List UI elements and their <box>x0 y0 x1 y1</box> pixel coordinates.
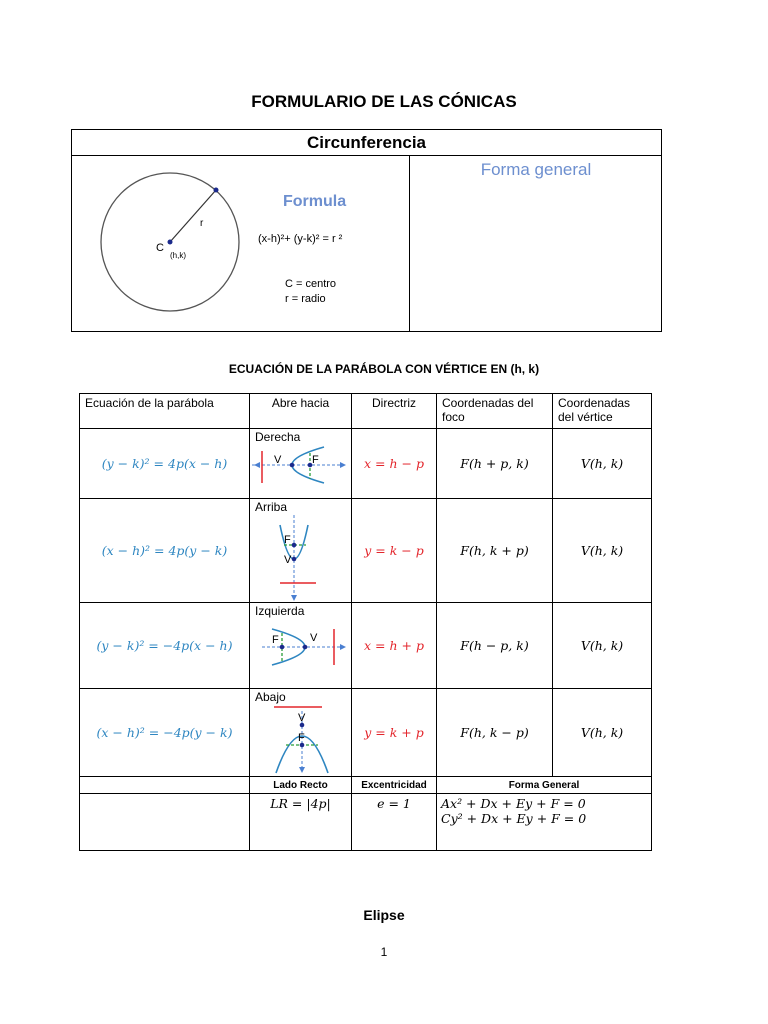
circle-divider <box>409 156 410 332</box>
opens-cell-arriba <box>250 499 352 603</box>
header-forma-general: Forma General <box>437 777 652 794</box>
header-excentricidad: Excentricidad <box>352 777 437 794</box>
opens-label: Arriba <box>255 500 288 514</box>
sketch-f-label: F <box>284 534 291 546</box>
directrix-derecha: x = h − p <box>352 429 437 499</box>
forma-general-eq-1: Ax² + Dx + Ey + F = 0 <box>441 796 586 811</box>
table-footer-header-row <box>80 777 652 794</box>
sketch-v-label: V <box>274 454 282 466</box>
parabola-up-sketch <box>250 513 350 603</box>
radius-line <box>170 190 216 242</box>
formula-text: (x-h)²+ (y-k)² = r ² <box>258 233 343 245</box>
parabola-table <box>79 393 652 851</box>
vertex-arriba: V(h, k) <box>553 499 652 603</box>
opens-label: Izquierda <box>255 604 305 618</box>
vertex-abajo: V(h, k) <box>553 689 652 777</box>
header-vertice: Coordenadas del vértice <box>553 394 652 429</box>
equation-arriba: (x − h)² = 4p(y − k) <box>80 499 250 603</box>
header-ecuacion: Ecuación de la parábola <box>80 394 250 429</box>
opens-label: Derecha <box>255 430 301 444</box>
directrix-arriba: y = k − p <box>352 499 437 603</box>
focus-abajo: F(h, k − p) <box>437 689 553 777</box>
header-directriz: Directriz <box>352 394 437 429</box>
table-row <box>80 499 652 603</box>
empty-cell <box>80 777 250 794</box>
sketch-f-label: F <box>272 634 279 646</box>
excentricidad-value: e = 1 <box>352 794 437 851</box>
equation-abajo: (x − h)² = −4p(y − k) <box>80 689 250 777</box>
center-coords: (h,k) <box>170 251 186 260</box>
focus-izquierda: F(h − p, k) <box>437 603 553 689</box>
directrix-izquierda: x = h + p <box>352 603 437 689</box>
opens-cell-izquierda <box>250 603 352 689</box>
formula-title: Formula <box>283 193 347 210</box>
edge-dot <box>214 188 219 193</box>
section-title-elipse: Elipse <box>363 907 405 923</box>
directrix-abajo: y = k + p <box>352 689 437 777</box>
page-title: FORMULARIO DE LAS CÓNICAS <box>251 92 517 111</box>
header-lado-recto: Lado Recto <box>250 777 352 794</box>
header-foco: Coordenadas del foco <box>437 394 553 429</box>
table-row <box>80 429 652 499</box>
sketch-f-label: F <box>312 454 319 466</box>
equation-izquierda: (y − k)² = −4p(x − h) <box>80 603 250 689</box>
forma-general-values <box>437 794 652 851</box>
sketch-v-label: V <box>298 712 306 724</box>
lado-recto-value: LR = |4p| <box>250 794 352 851</box>
empty-cell <box>80 794 250 851</box>
center-dot <box>168 240 173 245</box>
opens-cell-abajo <box>250 689 352 777</box>
focus-arriba: F(h, k + p) <box>437 499 553 603</box>
table-footer-values-row <box>80 794 652 851</box>
parabola-left-sketch <box>250 617 350 687</box>
focus-derecha: F(h + p, k) <box>437 429 553 499</box>
parabola-right-sketch <box>250 443 350 499</box>
vertex-izquierda: V(h, k) <box>553 603 652 689</box>
circle-table <box>71 129 662 332</box>
opens-cell-derecha <box>250 429 352 499</box>
opens-label: Abajo <box>255 690 286 704</box>
forma-general-eq-2: Cy² + Dx + Ey + F = 0 <box>441 811 587 826</box>
legend-centro: C = centro <box>285 278 337 290</box>
circle-header: Circunferencia <box>72 130 661 156</box>
table-header-row <box>80 394 652 429</box>
page-number: 1 <box>380 945 388 959</box>
sketch-v-label: V <box>310 632 318 644</box>
sketch-f-label: F <box>298 732 305 744</box>
center-label: C <box>156 242 164 254</box>
table-row <box>80 603 652 689</box>
vertex-derecha: V(h, k) <box>553 429 652 499</box>
sketch-v-label: V <box>284 554 292 566</box>
circle-figure <box>90 160 390 330</box>
table-row <box>80 689 652 777</box>
radius-label: r <box>200 218 204 229</box>
legend-radio: r = radio <box>285 293 326 305</box>
header-abre-hacia: Abre hacia <box>250 394 352 429</box>
forma-general-title: Forma general <box>480 160 592 179</box>
parabola-section-title: ECUACIÓN DE LA PARÁBOLA CON VÉRTICE EN (h, k) <box>228 362 540 376</box>
equation-derecha: (y − k)² = 4p(x − h) <box>80 429 250 499</box>
parabola-down-sketch <box>250 703 350 775</box>
